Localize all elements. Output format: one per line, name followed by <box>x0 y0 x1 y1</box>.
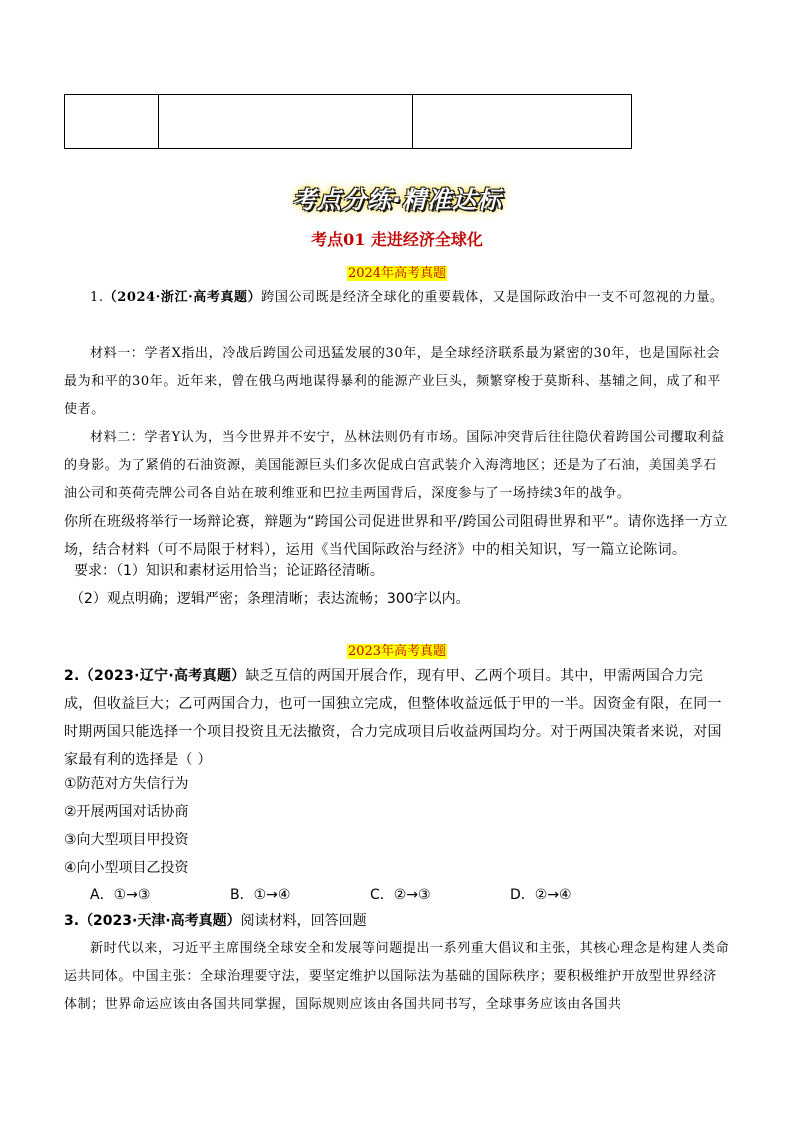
table-cell <box>159 95 413 148</box>
year-badge-2024: 2024年高考真题 <box>347 266 447 281</box>
section-title: 考点01 走进经济全球化 <box>311 230 483 249</box>
q2-stem: 2.（2023·辽宁·高考真题）缺乏互信的两国开展合作，现有甲、乙两个项目。其中，甲需两国合力完成，但收益巨大；乙可两国合力，也可一国独立完成，但整体收益远低于甲的一半。因资金有限，在同一时期两国只能选择一个项目投资且无法撤资，合力完成项目后收益两国均分。对于两国决策者来说，对国家最有利的选择是（ ） <box>64 668 722 768</box>
q1-stem: 1.（2024·浙江·高考真题）跨国公司既是经济全球化的重要载体，又是国际政治中一支不可忽视的力量。 <box>90 290 724 305</box>
table-cell <box>65 95 159 148</box>
table-cell <box>413 95 631 148</box>
q2-item: ①防范对方失信行为 <box>64 776 189 792</box>
header-table <box>64 94 632 149</box>
option-a: A．①→③ <box>90 887 151 903</box>
q3-material: 新时代以来，习近平主席围绕全球安全和发展等问题提出一系列重大倡议和主张，其核心理念是构建人类命运共同体。中国主张：全球治理要守法，要坚定维护以国际法为基础的国际秩序；要积极维护开放型世界经济体制；世界命运应该由各国共同掌握，国际规则应该由各国共同书写，全球事务应该由各国共 <box>64 941 730 1012</box>
section-banner: 考点分练·精准达标 <box>291 186 503 214</box>
q2-item: ②开展两国对话协商 <box>64 804 189 820</box>
q1-material-2: 材料二：学者Y认为，当今世界并不安宁，丛林法则仍有市场。国际冲突背后往往隐伏着跨国公司攫取利益的身影。为了紧俏的石油资源，美国能源巨头们多次促成白宫武装介入海湾地区；还是为了石油，美国美孚石油公司和英荷壳牌公司各自站在玻利维亚和巴拉圭两国背后，深度参与了一场持续3年的战争。 <box>64 430 725 501</box>
q2-item: ④向小型项目乙投资 <box>64 860 189 876</box>
q1-requirement-1: 要求：（1）知识和素材运用恰当；论证路径清晰。 <box>74 563 384 579</box>
option-c: C．②→③ <box>370 887 431 903</box>
year-badge-2023: 2023年高考真题 <box>347 644 447 659</box>
option-b: B．①→④ <box>230 887 291 903</box>
q2-options <box>90 881 650 909</box>
q1-task: 你所在班级将举行一场辩论赛，辩题为“跨国公司促进世界和平/跨国公司阻碍世界和平”。请你选择一方立场，结合材料（可不局限于材料），运用《当代国际政治与经济》中的相关知识，写一篇立论陈词。 <box>64 514 728 558</box>
q1-material-1: 材料一：学者X指出，冷战后跨国公司迅猛发展的30年，是全球经济联系最为紧密的30年，也是国际社会最为和平的30年。近年来，曾在俄乌两地谋得暴利的能源产业巨头，频繁穿梭于莫斯科、基辅之间，成了和平使者。 <box>64 346 721 417</box>
q2-item: ③向大型项目甲投资 <box>64 832 189 848</box>
q1-requirement-2: （2）观点明确；逻辑严密；条理清晰；表达流畅；300字以内。 <box>70 591 470 607</box>
option-d: D．②→④ <box>510 887 572 903</box>
q3-stem: 3.（2023·天津·高考真题）阅读材料，回答回题 <box>64 913 367 929</box>
